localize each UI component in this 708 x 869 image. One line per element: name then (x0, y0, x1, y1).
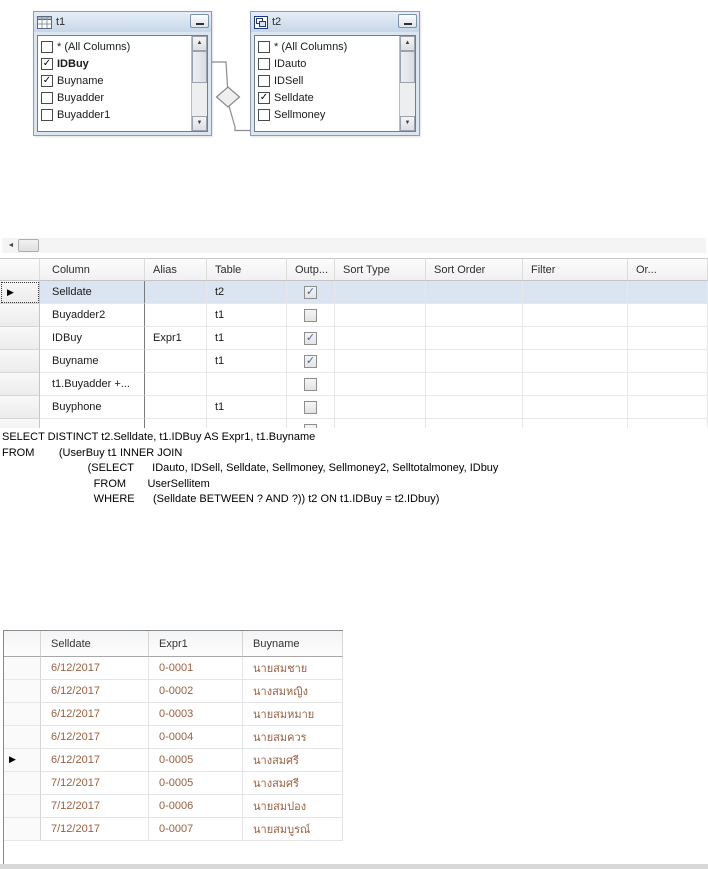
table-title: t2 (272, 16, 282, 28)
cell-buyname[interactable]: นางสมศรี (243, 772, 343, 795)
output-checkbox[interactable]: ✓ (305, 285, 316, 298)
row-header[interactable] (0, 373, 40, 396)
results-row[interactable] (4, 749, 343, 772)
cell-output[interactable] (287, 304, 335, 327)
cell-sort-order[interactable] (426, 350, 523, 373)
sql-text-line: WHERE (Selldate BETWEEN ? AND ?)) t2 ON t1.IDBuy = t2.IDbuy) (2, 493, 440, 505)
criteria-grid (0, 258, 708, 428)
sql-text-line: FROM (UserBuy t1 INNER JOIN (2, 446, 183, 459)
cell-filter[interactable] (523, 350, 628, 373)
column-label: IDauto (274, 57, 307, 70)
column-label: Selldate (274, 91, 314, 104)
cell-sort-order[interactable] (426, 327, 523, 350)
cell-sort-type[interactable] (335, 327, 426, 350)
column-list-item[interactable] (255, 106, 415, 123)
row-header[interactable] (4, 703, 41, 726)
cell-selldate[interactable]: 7/12/2017 (41, 818, 149, 841)
cell-alias[interactable] (145, 350, 207, 373)
table-panel-t1[interactable] (33, 11, 212, 136)
cell-sort-type[interactable] (335, 281, 426, 304)
cell-filter[interactable] (523, 373, 628, 396)
results-row[interactable] (4, 818, 343, 841)
column-checkbox[interactable] (41, 41, 53, 53)
column-label: Buyadder1 (57, 108, 111, 121)
scrollbar-thumb[interactable] (400, 51, 415, 83)
cell-expr1[interactable]: 0-0003 (149, 703, 243, 726)
cell-buyname[interactable]: นายสมชาย (243, 657, 343, 680)
results-column-header[interactable]: Expr1 (149, 631, 243, 657)
column-checkbox[interactable] (258, 75, 270, 87)
scroll-up-icon: ▲ (404, 40, 411, 46)
results-column-header[interactable]: Buyname (243, 631, 343, 657)
cell-alias[interactable] (145, 304, 207, 327)
cell-or[interactable] (628, 350, 708, 373)
column-list-item[interactable] (38, 106, 207, 123)
column-checkbox[interactable] (258, 109, 270, 121)
column-list-item[interactable] (255, 55, 415, 72)
table-panel-t1-header[interactable] (34, 12, 211, 32)
cell-output[interactable] (287, 281, 335, 304)
column-checkbox[interactable] (41, 92, 53, 104)
cell-expr1[interactable]: 0-0006 (149, 795, 243, 818)
row-header[interactable] (4, 749, 41, 772)
cell-column[interactable]: Buyname (40, 350, 145, 373)
cell-selldate[interactable]: 6/12/2017 (41, 726, 149, 749)
cell-column[interactable]: Buyadder2 (40, 304, 145, 327)
scroll-down-button[interactable] (192, 116, 207, 131)
cell-or[interactable] (628, 396, 708, 419)
cell-output[interactable] (287, 396, 335, 419)
cell-selldate[interactable]: 6/12/2017 (41, 749, 149, 772)
output-checkbox[interactable]: ✓ (305, 331, 316, 344)
scroll-down-icon: ▼ (196, 120, 203, 126)
scroll-down-icon: ▼ (404, 120, 411, 126)
cell-or[interactable] (628, 281, 708, 304)
criteria-column-header[interactable]: Alias (145, 258, 207, 281)
cell-buyname[interactable]: นางสมหญิง (243, 680, 343, 703)
scroll-up-button[interactable] (400, 36, 415, 51)
column-checkbox[interactable] (258, 41, 270, 53)
column-label: Buyadder (57, 91, 105, 104)
cell-sort-order[interactable] (426, 281, 523, 304)
criteria-column-header[interactable]: Column (40, 258, 145, 281)
minimize-button[interactable] (398, 14, 417, 28)
bottom-strip (0, 864, 708, 869)
criteria-column-header[interactable]: Sort Order (426, 258, 523, 281)
sql-text-line: FROM UserSellitem (2, 477, 210, 490)
cell-or[interactable] (628, 373, 708, 396)
row-header[interactable] (0, 327, 40, 350)
column-label: IDSell (274, 74, 304, 87)
scrollbar-thumb[interactable] (192, 51, 207, 83)
cell-buyname[interactable]: นายสมหมาย (243, 703, 343, 726)
scrollbar-thumb[interactable] (18, 239, 39, 252)
cell-sort-type[interactable] (335, 304, 426, 327)
cell-table[interactable]: t1 (207, 350, 287, 373)
criteria-column-header[interactable]: Table (207, 258, 287, 281)
cell-sort-order[interactable] (426, 373, 523, 396)
cell-table[interactable] (207, 373, 287, 396)
inner-join-diamond-icon (217, 87, 240, 107)
column-list-item[interactable] (38, 89, 207, 106)
cell-buyname[interactable]: นางสมศรี (243, 749, 343, 772)
cell-or[interactable] (628, 327, 708, 350)
cell-output[interactable] (287, 373, 335, 396)
row-header[interactable] (4, 795, 41, 818)
scrollbar-vertical[interactable] (191, 36, 207, 131)
cell-selldate[interactable]: 7/12/2017 (41, 795, 149, 818)
table-panel-t2[interactable] (250, 11, 420, 136)
column-list-item[interactable] (255, 89, 415, 106)
criteria-row[interactable] (0, 304, 708, 327)
criteria-row[interactable] (0, 327, 708, 350)
cell-expr1[interactable]: 0-0002 (149, 680, 243, 703)
cell-or[interactable] (628, 304, 708, 327)
output-checkbox[interactable] (304, 309, 317, 322)
output-checkbox[interactable]: ✓ (305, 354, 316, 367)
cell-column[interactable]: Selldate (40, 281, 145, 304)
column-checkbox[interactable]: ✓ (42, 57, 52, 69)
table-title: t1 (56, 16, 66, 28)
diagram-pane (0, 0, 708, 238)
results-column-header[interactable]: Selldate (41, 631, 149, 657)
cell-buyname[interactable]: นายสมควร (243, 726, 343, 749)
minimize-button[interactable] (190, 14, 209, 28)
cell-buyname[interactable]: นายสมปอง (243, 795, 343, 818)
results-row[interactable] (4, 795, 343, 818)
column-checkbox[interactable] (258, 58, 270, 70)
column-list-t2 (254, 35, 416, 132)
cell-alias[interactable] (145, 373, 207, 396)
sql-text-line: SELECT DISTINCT t2.Selldate, t1.IDBuy AS Expr1, t1.Buyname (2, 431, 316, 443)
results-grid-header-row (4, 631, 343, 657)
results-row[interactable] (4, 657, 343, 680)
minimize-icon (404, 23, 412, 25)
minimize-icon (196, 23, 204, 25)
sql-text-line: (SELECT IDauto, IDSell, Selldate, Sellmoney, Sellmoney2, Selltotalmoney, IDbuy (2, 462, 499, 474)
cell-column[interactable] (40, 419, 145, 428)
row-selector-arrow-icon: ▶ (9, 754, 16, 764)
scroll-down-button[interactable] (400, 116, 415, 131)
cell-column[interactable]: IDBuy (40, 327, 145, 350)
cell-output[interactable] (287, 350, 335, 373)
results-grid (4, 630, 343, 841)
row-selector-arrow-icon: ▶ (7, 287, 14, 297)
column-list-item[interactable] (255, 38, 415, 55)
cell-table[interactable]: t1 (207, 327, 287, 350)
cell-filter[interactable] (523, 327, 628, 350)
column-list-item[interactable] (38, 72, 207, 89)
table-icon (37, 16, 52, 29)
cell-sort-type[interactable] (335, 419, 426, 428)
cell-or[interactable] (628, 419, 708, 428)
criteria-row[interactable] (0, 396, 708, 419)
criteria-row[interactable] (0, 350, 708, 373)
column-checkbox[interactable]: ✓ (42, 74, 52, 86)
column-label: IDBuy (57, 57, 89, 70)
row-header[interactable] (0, 396, 40, 419)
cell-buyname[interactable]: นายสมบูรณ์ (243, 818, 343, 841)
column-list-t1 (37, 35, 208, 132)
column-list-item[interactable] (38, 55, 207, 72)
row-header[interactable] (0, 350, 40, 373)
derived-table-icon (254, 16, 268, 29)
cell-expr1[interactable]: 0-0001 (149, 657, 243, 680)
criteria-row[interactable] (0, 373, 708, 396)
cell-expr1[interactable]: 0-0005 (149, 749, 243, 772)
cell-table[interactable]: t1 (207, 396, 287, 419)
cell-table[interactable]: t1 (207, 304, 287, 327)
cell-alias[interactable]: Expr1 (145, 327, 207, 350)
cell-output[interactable] (287, 327, 335, 350)
cell-alias[interactable] (145, 396, 207, 419)
sql-pane[interactable] (0, 430, 708, 525)
cell-expr1[interactable]: 0-0004 (149, 726, 243, 749)
scrollbar-vertical[interactable] (399, 36, 415, 131)
scroll-left-icon[interactable]: ◄ (7, 242, 15, 249)
criteria-row[interactable] (0, 419, 708, 428)
scroll-up-button[interactable] (192, 36, 207, 51)
column-label: * (All Columns) (274, 40, 348, 53)
cell-filter[interactable] (523, 396, 628, 419)
cell-sort-type[interactable] (335, 396, 426, 419)
output-checkbox[interactable] (304, 424, 317, 429)
cell-selldate[interactable]: 6/12/2017 (41, 657, 149, 680)
cell-selldate[interactable]: 7/12/2017 (41, 772, 149, 795)
criteria-column-header[interactable]: Outp... (287, 258, 335, 281)
cell-table[interactable] (207, 419, 287, 428)
row-header[interactable] (4, 726, 41, 749)
row-header[interactable] (4, 818, 41, 841)
cell-sort-order[interactable] (426, 419, 523, 428)
cell-sort-order[interactable] (426, 304, 523, 327)
results-row[interactable] (4, 680, 343, 703)
cell-sort-type[interactable] (335, 350, 426, 373)
cell-selldate[interactable]: 6/12/2017 (41, 680, 149, 703)
cell-filter[interactable] (523, 419, 628, 428)
results-row[interactable] (4, 703, 343, 726)
results-row[interactable] (4, 772, 343, 795)
criteria-row[interactable] (0, 281, 708, 304)
column-list-item[interactable] (38, 38, 207, 55)
cell-table[interactable]: t2 (207, 281, 287, 304)
results-header-corner (4, 631, 41, 657)
cell-column[interactable]: Buyphone (40, 396, 145, 419)
cell-expr1[interactable]: 0-0005 (149, 772, 243, 795)
criteria-header-corner (0, 258, 40, 281)
row-header[interactable] (0, 304, 40, 327)
cell-filter[interactable] (523, 281, 628, 304)
criteria-grid-header-row (0, 258, 708, 281)
column-label: Sellmoney (274, 108, 326, 121)
table-panel-t2-header[interactable] (251, 12, 419, 32)
cell-filter[interactable] (523, 304, 628, 327)
row-header[interactable] (4, 772, 41, 795)
column-label: * (All Columns) (57, 40, 131, 53)
cell-output[interactable] (287, 419, 335, 428)
results-row[interactable] (4, 726, 343, 749)
criteria-column-header[interactable]: Or... (628, 258, 708, 281)
output-checkbox[interactable] (304, 401, 317, 414)
row-header[interactable] (4, 680, 41, 703)
row-header[interactable] (0, 281, 40, 304)
column-label: Buyname (57, 74, 104, 87)
scroll-up-icon: ▲ (196, 40, 203, 46)
row-header[interactable] (4, 657, 41, 680)
cell-column[interactable]: t1.Buyadder +... (40, 373, 145, 396)
row-header[interactable] (0, 419, 40, 428)
column-checkbox[interactable]: ✓ (259, 91, 269, 103)
cell-alias[interactable] (145, 419, 207, 428)
diagram-scrollbar-horizontal[interactable] (2, 238, 706, 253)
output-checkbox[interactable] (304, 378, 317, 391)
criteria-column-header[interactable]: Filter (523, 258, 628, 281)
column-checkbox[interactable] (41, 109, 53, 121)
cell-sort-order[interactable] (426, 396, 523, 419)
cell-expr1[interactable]: 0-0007 (149, 818, 243, 841)
cell-alias[interactable] (145, 281, 207, 304)
cell-selldate[interactable]: 6/12/2017 (41, 703, 149, 726)
column-list-item[interactable] (255, 72, 415, 89)
cell-sort-type[interactable] (335, 373, 426, 396)
criteria-column-header[interactable]: Sort Type (335, 258, 426, 281)
